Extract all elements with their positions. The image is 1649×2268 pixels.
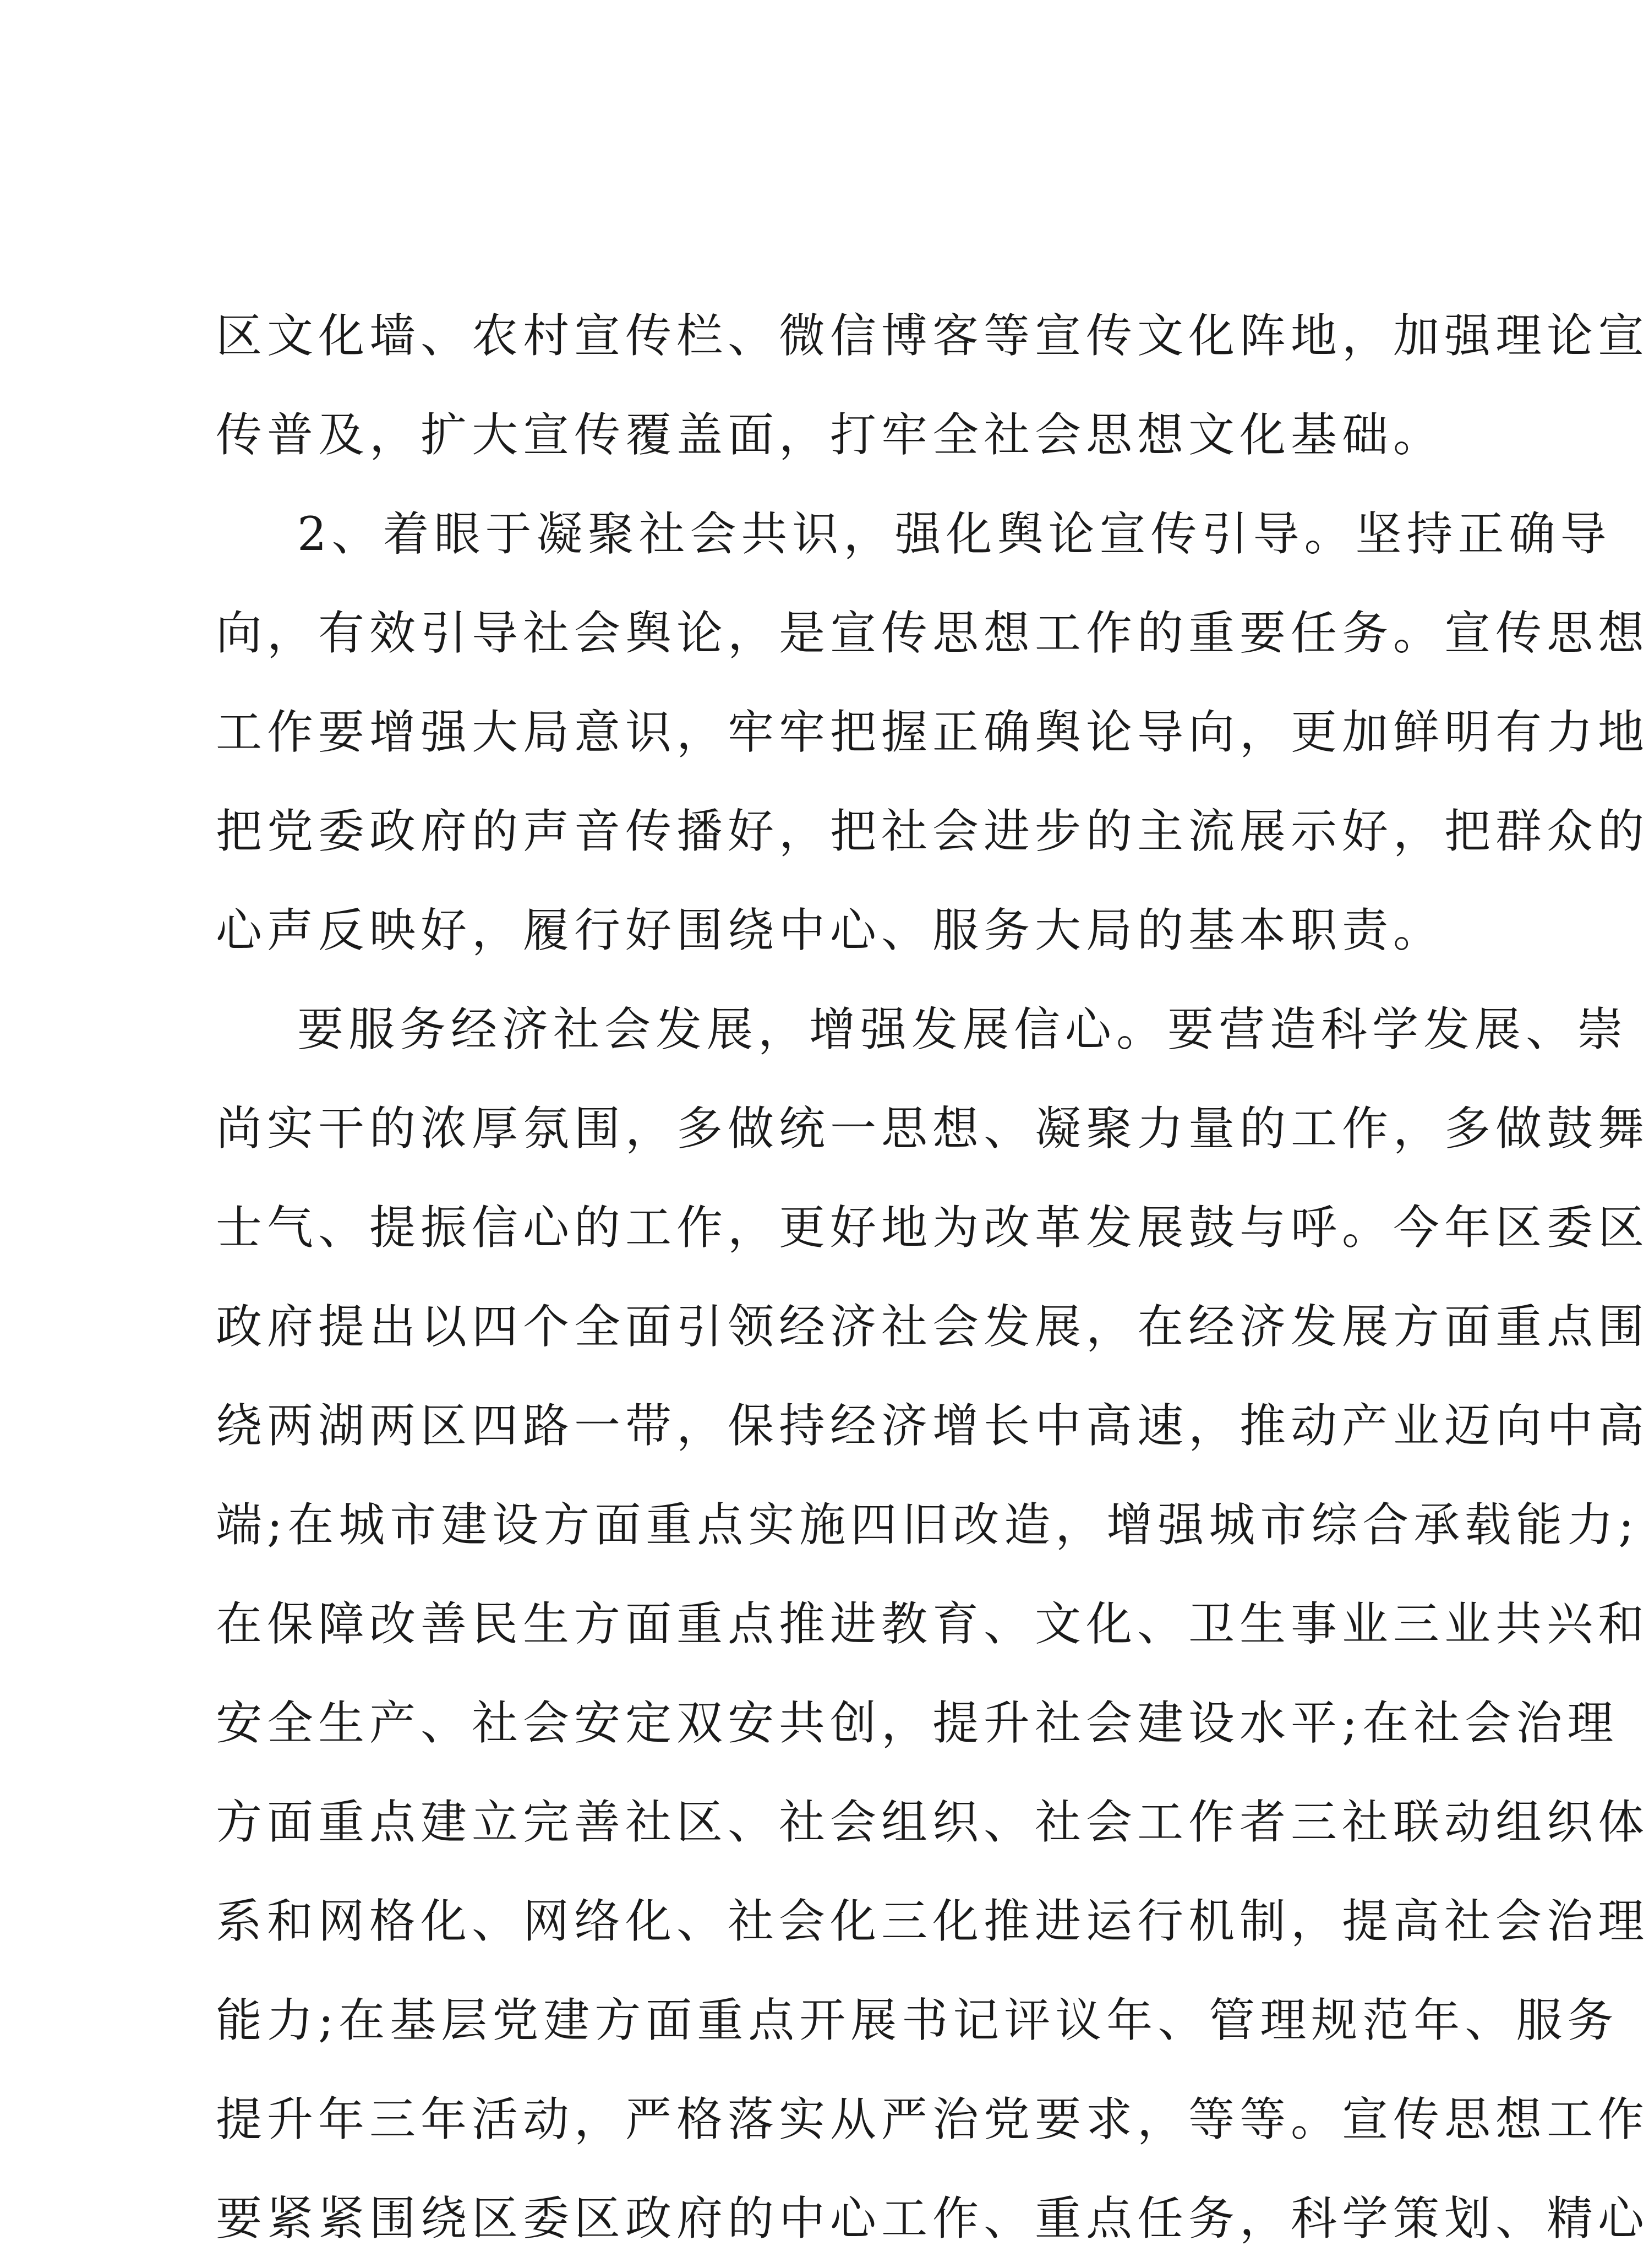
paragraph-line: 要服务经济社会发展，增强发展信心。要营造科学发展、崇: [297, 1002, 1629, 1056]
paragraph-line: 向，有效引导社会舆论，是宣传思想工作的重要任务。宣传思想: [216, 606, 1649, 660]
paragraph-line: 端;在城市建设方面重点实施四旧改造，增强城市综合承载能力;: [216, 1498, 1639, 1552]
paragraph-line: 能力;在基层党建方面重点开展书记评议年、管理规范年、服务: [216, 1993, 1619, 2047]
paragraph-line: 绕两湖两区四路一带，保持经济增长中高速，推动产业迈向中高: [216, 1399, 1649, 1453]
paragraph-line: 安全生产、社会安定双安共创，提升社会建设水平;在社会治理: [216, 1696, 1619, 1750]
paragraph-line: 士气、提振信心的工作，更好地为改革发展鼓与呼。今年区委区: [216, 1201, 1649, 1255]
paragraph-line: 尚实干的浓厚氛围，多做统一思想、凝聚力量的工作，多做鼓舞: [216, 1102, 1649, 1155]
paragraph-line: 2、着眼于凝聚社会共识，强化舆论宣传引导。坚持正确导: [297, 507, 1612, 561]
paragraph-line: 系和网格化、网络化、社会化三化推进运行机制，提高社会治理: [216, 1894, 1649, 1948]
paragraph-line: 方面重点建立完善社区、社会组织、社会工作者三社联动组织体: [216, 1795, 1649, 1849]
paragraph-line: 把党委政府的声音传播好，把社会进步的主流展示好，把群众的: [216, 804, 1649, 858]
paragraph-line: 心声反映好，履行好围绕中心、服务大局的基本职责。: [216, 903, 1445, 957]
paragraph-line: 在保障改善民生方面重点推进教育、文化、卫生事业三业共兴和: [216, 1597, 1649, 1651]
paragraph-line: 要紧紧围绕区委区政府的中心工作、重点任务，科学策划、精心: [216, 2191, 1649, 2245]
paragraph-line: 政府提出以四个全面引领经济社会发展，在经济发展方面重点围: [216, 1300, 1649, 1354]
paragraph-line: 区文化墙、农村宣传栏、微信博客等宣传文化阵地，加强理论宣: [216, 309, 1649, 363]
paragraph-line: 提升年三年活动，严格落实从严治党要求，等等。宣传思想工作: [216, 2092, 1649, 2146]
paragraph-line: 工作要增强大局意识，牢牢把握正确舆论导向，更加鲜明有力地: [216, 705, 1649, 759]
paragraph-line: 传普及，扩大宣传覆盖面，打牢全社会思想文化基础。: [216, 408, 1445, 462]
